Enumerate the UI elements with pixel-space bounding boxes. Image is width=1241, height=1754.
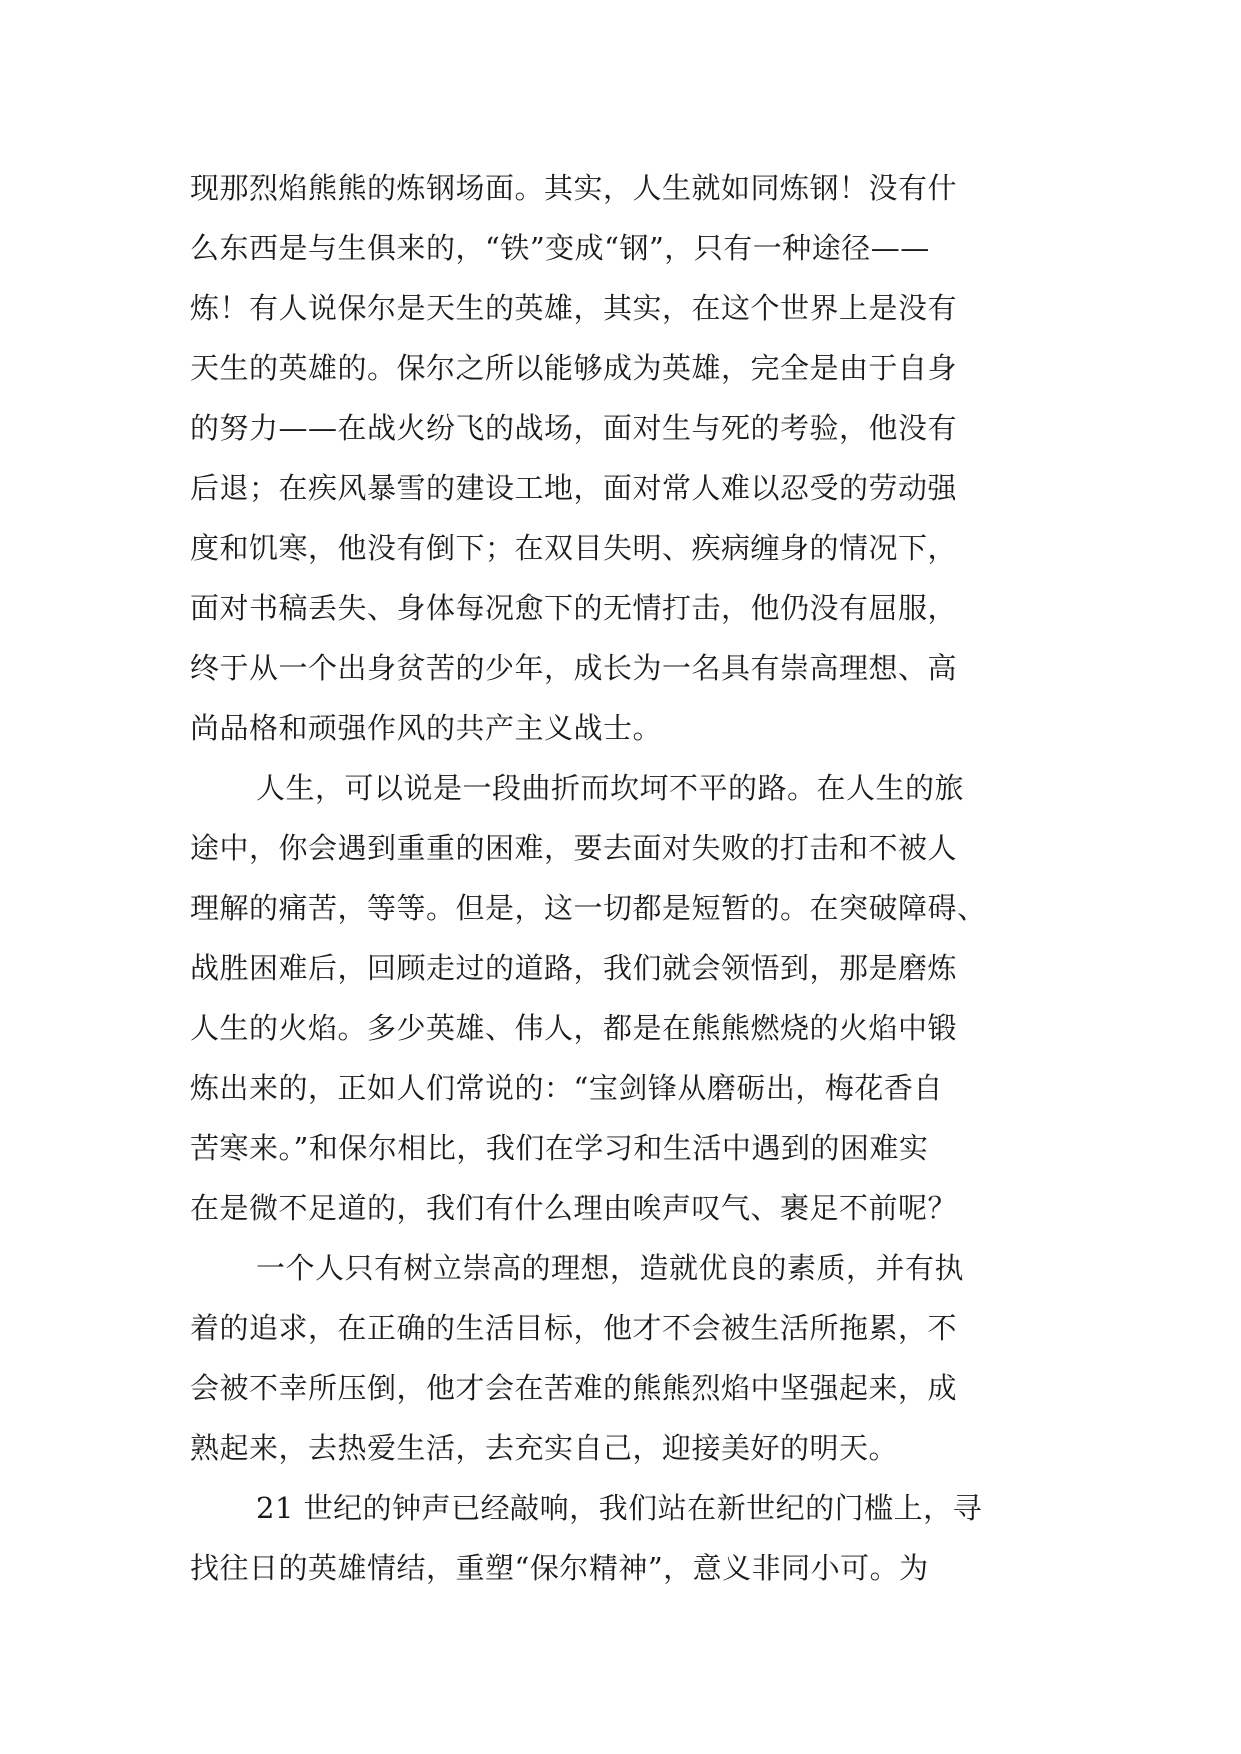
text-line: 尚品格和顽强作风的共产主义战士。 (190, 711, 663, 745)
text-line: 战胜困难后，回顾走过的道路，我们就会领悟到，那是磨炼 (190, 951, 958, 985)
paragraph-start-line: 一个人只有树立崇高的理想，造就优良的素质，并有执 (256, 1251, 965, 1285)
text-line: 炼！有人说保尔是天生的英雄，其实，在这个世界上是没有 (190, 291, 958, 325)
text-line: 途中，你会遇到重重的困难，要去面对失败的打击和不被人 (190, 831, 958, 865)
text-line: 终于从一个出身贫苦的少年，成长为一名具有崇高理想、高 (190, 651, 958, 685)
text-line: 炼出来的，正如人们常说的：“宝剑锋从磨砺出，梅花香自 (190, 1071, 943, 1105)
text-line: 熟起来，去热爱生活，去充实自己，迎接美好的明天。 (190, 1431, 899, 1465)
text-line: 度和饥寒，他没有倒下；在双目失明、疾病缠身的情况下， (190, 531, 958, 565)
body-text (190, 158, 1070, 1598)
text-line: 天生的英雄的。保尔之所以能够成为英雄，完全是由于自身 (190, 351, 958, 385)
text-line: 面对书稿丢失、身体每况愈下的无情打击，他仍没有屈服， (190, 591, 958, 625)
text-line: 找往日的英雄情结，重塑“保尔精神”，意义非同小可。为 (190, 1551, 929, 1585)
text-line: 后退；在疾风暴雪的建设工地，面对常人难以忍受的劳动强 (190, 471, 958, 505)
text-line: 理解的痛苦，等等。但是，这一切都是短暂的。在突破障碍、 (190, 891, 987, 925)
text-line: 么东西是与生俱来的，“铁”变成“钢”，只有一种途径—— (190, 231, 930, 265)
text-line: 现那烈焰熊熊的炼钢场面。其实，人生就如同炼钢！没有什 (190, 171, 958, 205)
text-line: 的努力——在战火纷飞的战场，面对生与死的考验，他没有 (190, 411, 958, 445)
text-line: 会被不幸所压倒，他才会在苦难的熊熊烈焰中坚强起来，成 (190, 1371, 958, 1405)
paragraph-start-line: 人生，可以说是一段曲折而坎坷不平的路。在人生的旅 (256, 771, 965, 805)
text-line: 苦寒来。”和保尔相比，我们在学习和生活中遇到的困难实 (190, 1131, 929, 1165)
text-line: 在是微不足道的，我们有什么理由唉声叹气、裹足不前呢？ (190, 1191, 958, 1225)
text-line: 人生的火焰。多少英雄、伟人，都是在熊熊燃烧的火焰中锻 (190, 1011, 958, 1045)
paragraph-start-line: 21 世纪的钟声已经敲响，我们站在新世纪的门槛上，寻 (256, 1491, 983, 1525)
text-line: 着的追求，在正确的生活目标，他才不会被生活所拖累，不 (190, 1311, 958, 1345)
